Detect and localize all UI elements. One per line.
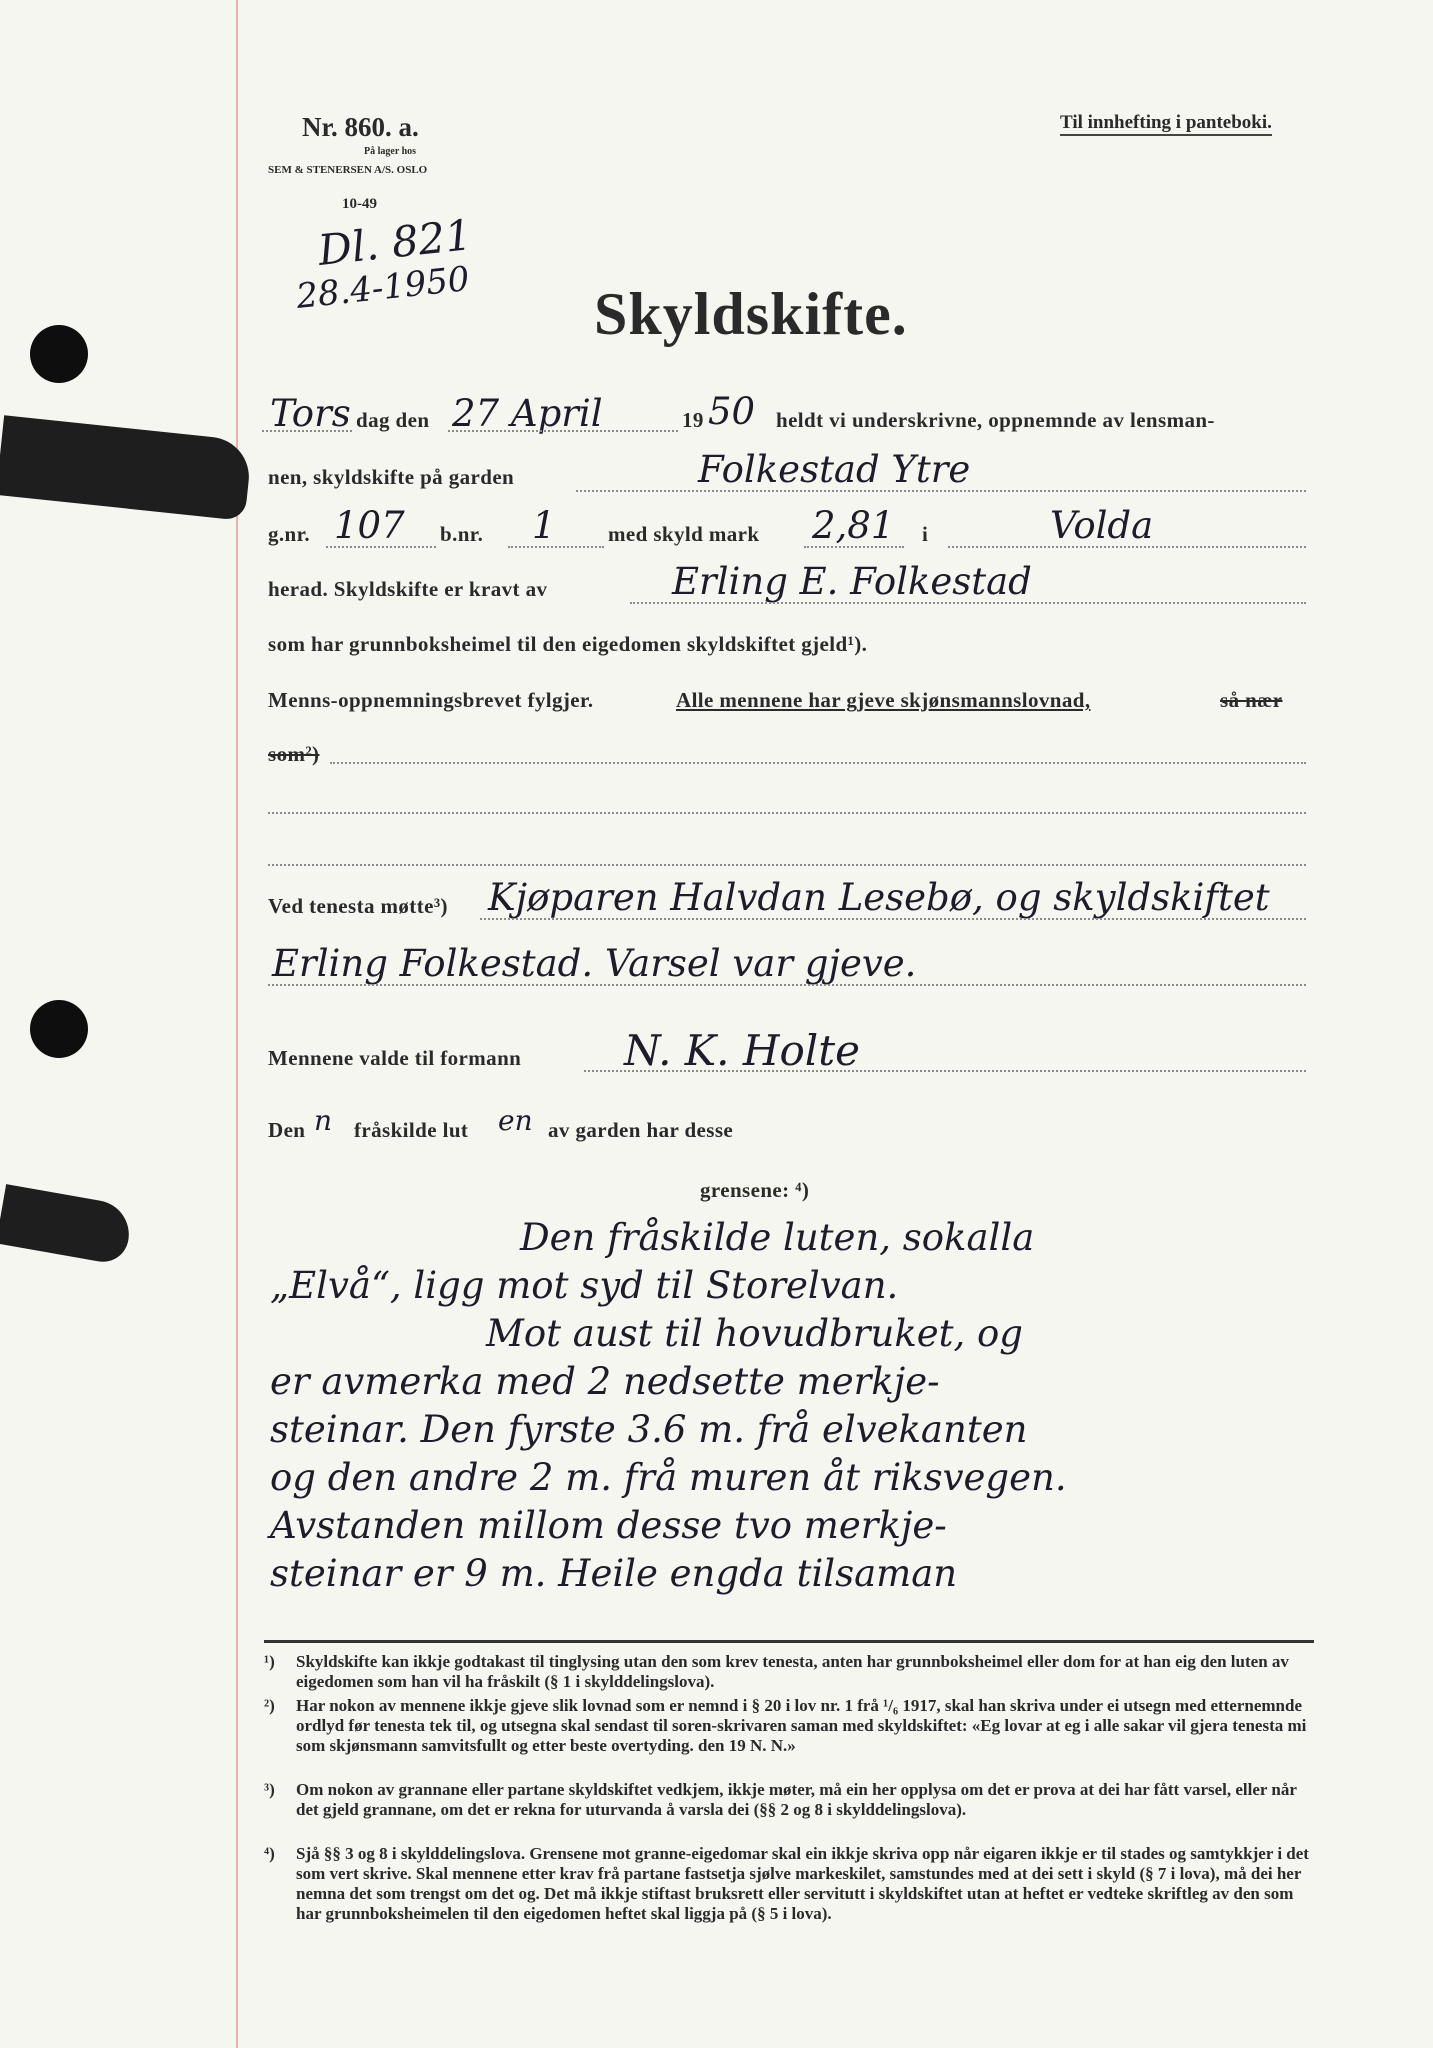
weekday-value: Tors: [270, 392, 351, 435]
parcel-text-b: fråskilde lut: [354, 1118, 469, 1142]
skyld-underline: [804, 546, 904, 548]
boundary-line-8: steinar er 9 m. Heile engda tilsaman: [270, 1552, 958, 1595]
footnote-3-number: ³): [264, 1780, 275, 1799]
year-value: 50: [708, 390, 756, 433]
bnr-label: b.nr.: [440, 522, 484, 546]
form-edition: 10-49: [342, 196, 377, 212]
footnote-2: [264, 1696, 1314, 1756]
margin-line: [236, 0, 238, 2048]
gnr-value: 107: [334, 504, 405, 547]
attendance-underline-2: [268, 984, 1306, 986]
footnote-2-text: Har nokon av mennene ikkje gjeve slik lovnad som er nemnd i § 20 i lov nr. 1 frå ¹/₆ 1917, skal han skriva under ei utsegn med etternemnde ordlyd før tenesta tek til, og utsegna skal sendast til soren-skrivaren saman med skyldskiftet: «Eg lovar at eg i alle sakar vil gjera tenesta mi som skjønsmann samvitsfullt og etter beste overtyding. den 19 N. N.»: [296, 1696, 1307, 1755]
chairman-label: Mennene valde til formann: [268, 1046, 522, 1070]
municipality-value: Volda: [1050, 504, 1154, 547]
date-value: 27 April: [452, 392, 603, 435]
punch-hole-middle: [30, 1000, 88, 1058]
attendance-line-2: Erling Folkestad. Varsel var gjeve.: [272, 942, 917, 985]
row1-text-b: heldt vi underskrivne, oppnemnde av lensman-: [776, 408, 1215, 432]
municipality-underline: [948, 546, 1306, 548]
blank-line-2: [268, 812, 1306, 814]
footnote-1: [264, 1652, 1314, 1692]
boundary-line-5: steinar. Den fyrste 3.6 m. frå elvekanten: [270, 1408, 1028, 1451]
blank-line-3: [268, 864, 1306, 866]
farm-value: Folkestad Ytre: [698, 448, 971, 491]
parcel-fill-b: en: [498, 1104, 533, 1137]
requester-underline: [630, 602, 1306, 604]
footnote-4-text: Sjå §§ 3 og 8 i skylddelingslova. Grensene mot granne-eigedomar skal ein ikkje skriva opp når eigaren ikkje er til stades og samtykkjer i det som vert skrive. Skal mennene etter krav frå partane fastsetja sjølve markeskilet, samstundes med at dei sett i skyld (§ 7 i lova), må dei her nemna det som trengst om det og. Det må ikkje stiftast bruksrett eller servitutt i skyldskiftet utan at heftet er vedteke skriftleg av den som har grunnboksheimelen til den eigedomen heftet skal liggja på (§ 5 i lova).: [296, 1844, 1309, 1923]
date-underline: [448, 430, 678, 432]
filing-note: Til innhefting i panteboki.: [1060, 112, 1272, 136]
parcel-text-c: av garden har desse: [548, 1118, 734, 1142]
binding-tab-top: [0, 415, 253, 521]
row6-text-b: Alle mennene har gjeve skjønsmannslovnad,: [676, 688, 1091, 712]
row5-text: som har grunnboksheimel til den eigedomen skyldskiftet gjeld¹).: [268, 632, 868, 656]
row6-text-a: Menns-oppnemningsbrevet fylgjer.: [268, 688, 594, 712]
boundaries-label: grensene: ⁴): [700, 1178, 810, 1202]
punch-hole-top: [30, 325, 88, 383]
bnr-value: 1: [532, 504, 556, 547]
boundary-line-3: Mot aust til hovudbruket, og: [486, 1312, 1023, 1355]
skyld-label: med skyld mark: [608, 522, 760, 546]
footnote-1-number: ¹): [264, 1652, 275, 1671]
row2-text: nen, skyldskifte på garden: [268, 465, 515, 489]
binding-tab-bottom: [0, 1184, 134, 1266]
footnote-3-text: Om nokon av grannane eller partane skyldskiftet vedkjem, ikkje møter, må ein her opplysa om det er prova at dei har fått varsel, eller når det gjeld grannane, om det er rekna for uturvanda å varsla dei (§§ 2 og 8 i skylddelingslova).: [296, 1780, 1297, 1819]
row6-strike-a: så nær: [1220, 688, 1283, 712]
footnote-2-number: ²): [264, 1696, 275, 1715]
document-title: Skyldskifte.: [594, 281, 908, 347]
publisher-line1: På lager hos: [364, 146, 417, 157]
footnote-4-number: ⁴): [264, 1844, 275, 1863]
boundary-line-7: Avstanden millom desse tvo merkje-: [270, 1504, 947, 1547]
boundary-line-4: er avmerka med 2 nedsette merkje-: [270, 1360, 940, 1403]
parcel-fill-a: n: [314, 1104, 333, 1137]
publisher-line2: SEM & STENERSEN A/S. OSLO: [268, 164, 428, 176]
footnote-1-text: Skyldskifte kan ikkje godtakast til tinglysing utan den som krev tenesta, anten har grunnboksheimel eller dom for at han eig den luten av eigedomen som han vil ha fråskilt (§ 1 i skylddelingslova).: [296, 1652, 1289, 1691]
footnote-separator: [264, 1640, 1314, 1643]
boundary-line-1: Den fråskilde luten, sokalla: [520, 1216, 1035, 1259]
chairman-signature: N. K. Holte: [624, 1026, 860, 1075]
footnote-4: [264, 1844, 1314, 1924]
i-label: i: [922, 522, 929, 546]
gnr-label: g.nr.: [268, 522, 311, 546]
requester-value: Erling E. Folkestad: [672, 560, 1032, 603]
chairman-underline: [584, 1070, 1306, 1072]
registration-stamp-line1: Dl. 821: [315, 210, 475, 275]
boundary-line-2: „Elvå“, ligg mot syd til Storelvan.: [270, 1264, 899, 1307]
farm-underline: [576, 490, 1306, 492]
form-number: Nr. 860. a.: [302, 112, 419, 142]
row4-text: herad. Skyldskifte er kravt av: [268, 577, 548, 601]
attendance-label: Ved tenesta møtte³): [268, 894, 448, 918]
row1-text-a: dag den: [356, 408, 430, 432]
registration-stamp-line2: 28.4-1950: [294, 259, 472, 317]
attendance-underline-1: [480, 918, 1306, 920]
attendance-line-1: Kjøparen Halvdan Lesebø, og skyldskiftet: [488, 876, 1270, 919]
skyld-value: 2,81: [812, 504, 895, 547]
blank-line-1: [330, 762, 1306, 764]
year-prefix: 19: [682, 408, 704, 432]
boundary-line-6: og den andre 2 m. frå muren åt riksvegen.: [270, 1456, 1067, 1499]
bnr-underline: [508, 546, 604, 548]
gnr-underline: [326, 546, 436, 548]
row6-strike-b: som²): [268, 742, 320, 766]
footnote-3: [264, 1780, 1314, 1820]
parcel-text-a: Den: [268, 1118, 306, 1142]
weekday-underline: [262, 430, 352, 432]
